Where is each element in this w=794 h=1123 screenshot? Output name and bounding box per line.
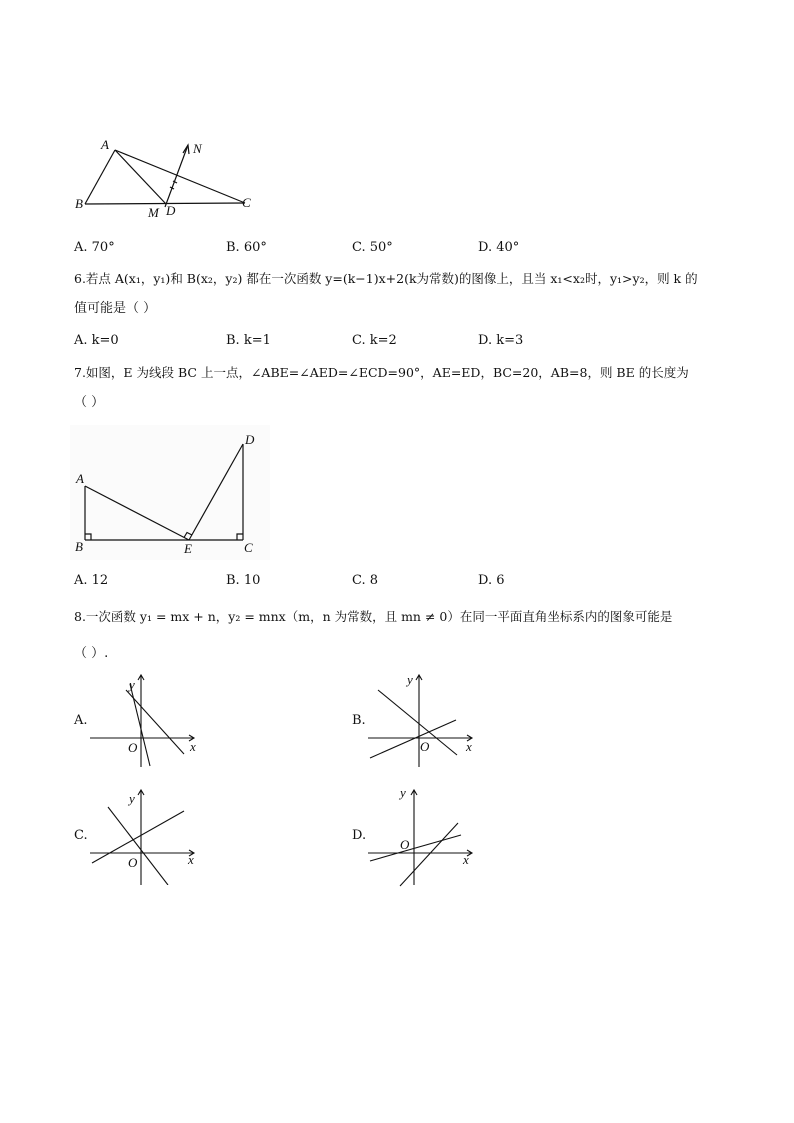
q7-option-c[interactable]: C. 8 [352, 573, 379, 588]
q7-stem-line1: 7.如图，E 为线段 BC 上一点，∠ABE=∠AED=∠ECD=90°，AE=ED，BC=20，AB=8，则 BE 的长度为 [74, 365, 689, 380]
q6-option-b[interactable]: B. k=1 [226, 333, 271, 348]
q7-stem-line2: （ ） [74, 395, 105, 410]
q7-label-b: B [75, 539, 83, 554]
q5-label-b: B [75, 196, 83, 211]
q8d-label-y: y [400, 785, 406, 800]
q8c-label-y: y [129, 791, 135, 806]
q5-option-b[interactable]: B. 60° [226, 240, 267, 255]
q5-segment-ad [115, 150, 166, 204]
q5-option-d[interactable]: D. 40° [478, 240, 520, 255]
q5-side-ac [115, 150, 245, 203]
q6-option-c[interactable]: C. k=2 [352, 333, 397, 348]
q8a-label-y: y [129, 677, 135, 692]
q8-graph-c[interactable] [86, 785, 201, 885]
q5-label-a: A [101, 137, 109, 152]
q7-label-a: A [76, 471, 84, 486]
q7-option-b[interactable]: B. 10 [226, 573, 261, 588]
q8-graph-b[interactable] [364, 670, 479, 770]
q5-side-ab [85, 150, 115, 204]
q8-option-c-letter[interactable]: C. [74, 828, 88, 843]
q5-triangle-figure [70, 135, 270, 225]
q7-label-d: D [245, 432, 255, 447]
q8-stem-line2: （ ）. [74, 646, 109, 661]
q7-label-c: C [244, 540, 253, 555]
q6-stem-line1: 6.若点 A(x₁，y₁)和 B(x₂，y₂) 都在一次函数 y=(k−1)x+2(k为常数)的图像上，且当 x₁<x₂时，y₁>y₂，则 k 的 [74, 271, 698, 286]
q7-right-angle-figure [70, 425, 270, 560]
q5-label-m: M [148, 205, 159, 220]
q7-label-e: E [184, 541, 192, 556]
q8-graph-a[interactable] [86, 670, 201, 770]
q8c-line-2 [108, 807, 168, 885]
q8b-line-2 [370, 720, 456, 758]
q8a-label-x: x [190, 739, 196, 754]
q8b-label-x: x [466, 739, 472, 754]
q8c-line-1 [92, 811, 184, 863]
q8d-label-x: x [463, 852, 469, 867]
q5-label-d: D [166, 203, 176, 218]
q8-stem-line1: 8.一次函数 y₁ = mx + n，y₂ = mnx（m，n 为常数，且 mn ≠ 0）在同一平面直角坐标系内的图象可能是 [74, 609, 673, 624]
q8-option-a-letter[interactable]: A. [74, 713, 88, 728]
q5-option-c[interactable]: C. 50° [352, 240, 393, 255]
q6-option-a[interactable]: A. k=0 [74, 333, 119, 348]
q8c-label-origin: O [128, 855, 138, 870]
q6-stem-line2: 值可能是（ ） [74, 301, 157, 316]
q8d-line-2 [400, 823, 458, 886]
q8d-label-origin: O [400, 837, 410, 852]
q8-option-b-letter[interactable]: B. [352, 713, 366, 728]
q8b-label-origin: O [420, 739, 430, 754]
q8c-label-x: x [188, 852, 194, 867]
q7-option-d[interactable]: D. 6 [478, 573, 505, 588]
q8d-line-1 [370, 835, 461, 861]
q8-graph-d[interactable] [364, 785, 479, 890]
q8a-label-origin: O [128, 740, 138, 755]
q8b-label-y: y [407, 672, 413, 687]
q6-option-d[interactable]: D. k=3 [478, 333, 524, 348]
q5-label-n: N [193, 141, 202, 156]
q7-option-a[interactable]: A. 12 [74, 573, 109, 588]
q5-label-c: C [242, 195, 251, 210]
q5-option-a[interactable]: A. 70° [74, 240, 115, 255]
q8b-line-1 [378, 690, 457, 755]
q5-line-mn [165, 145, 188, 207]
q8-option-d-letter[interactable]: D. [352, 828, 367, 843]
